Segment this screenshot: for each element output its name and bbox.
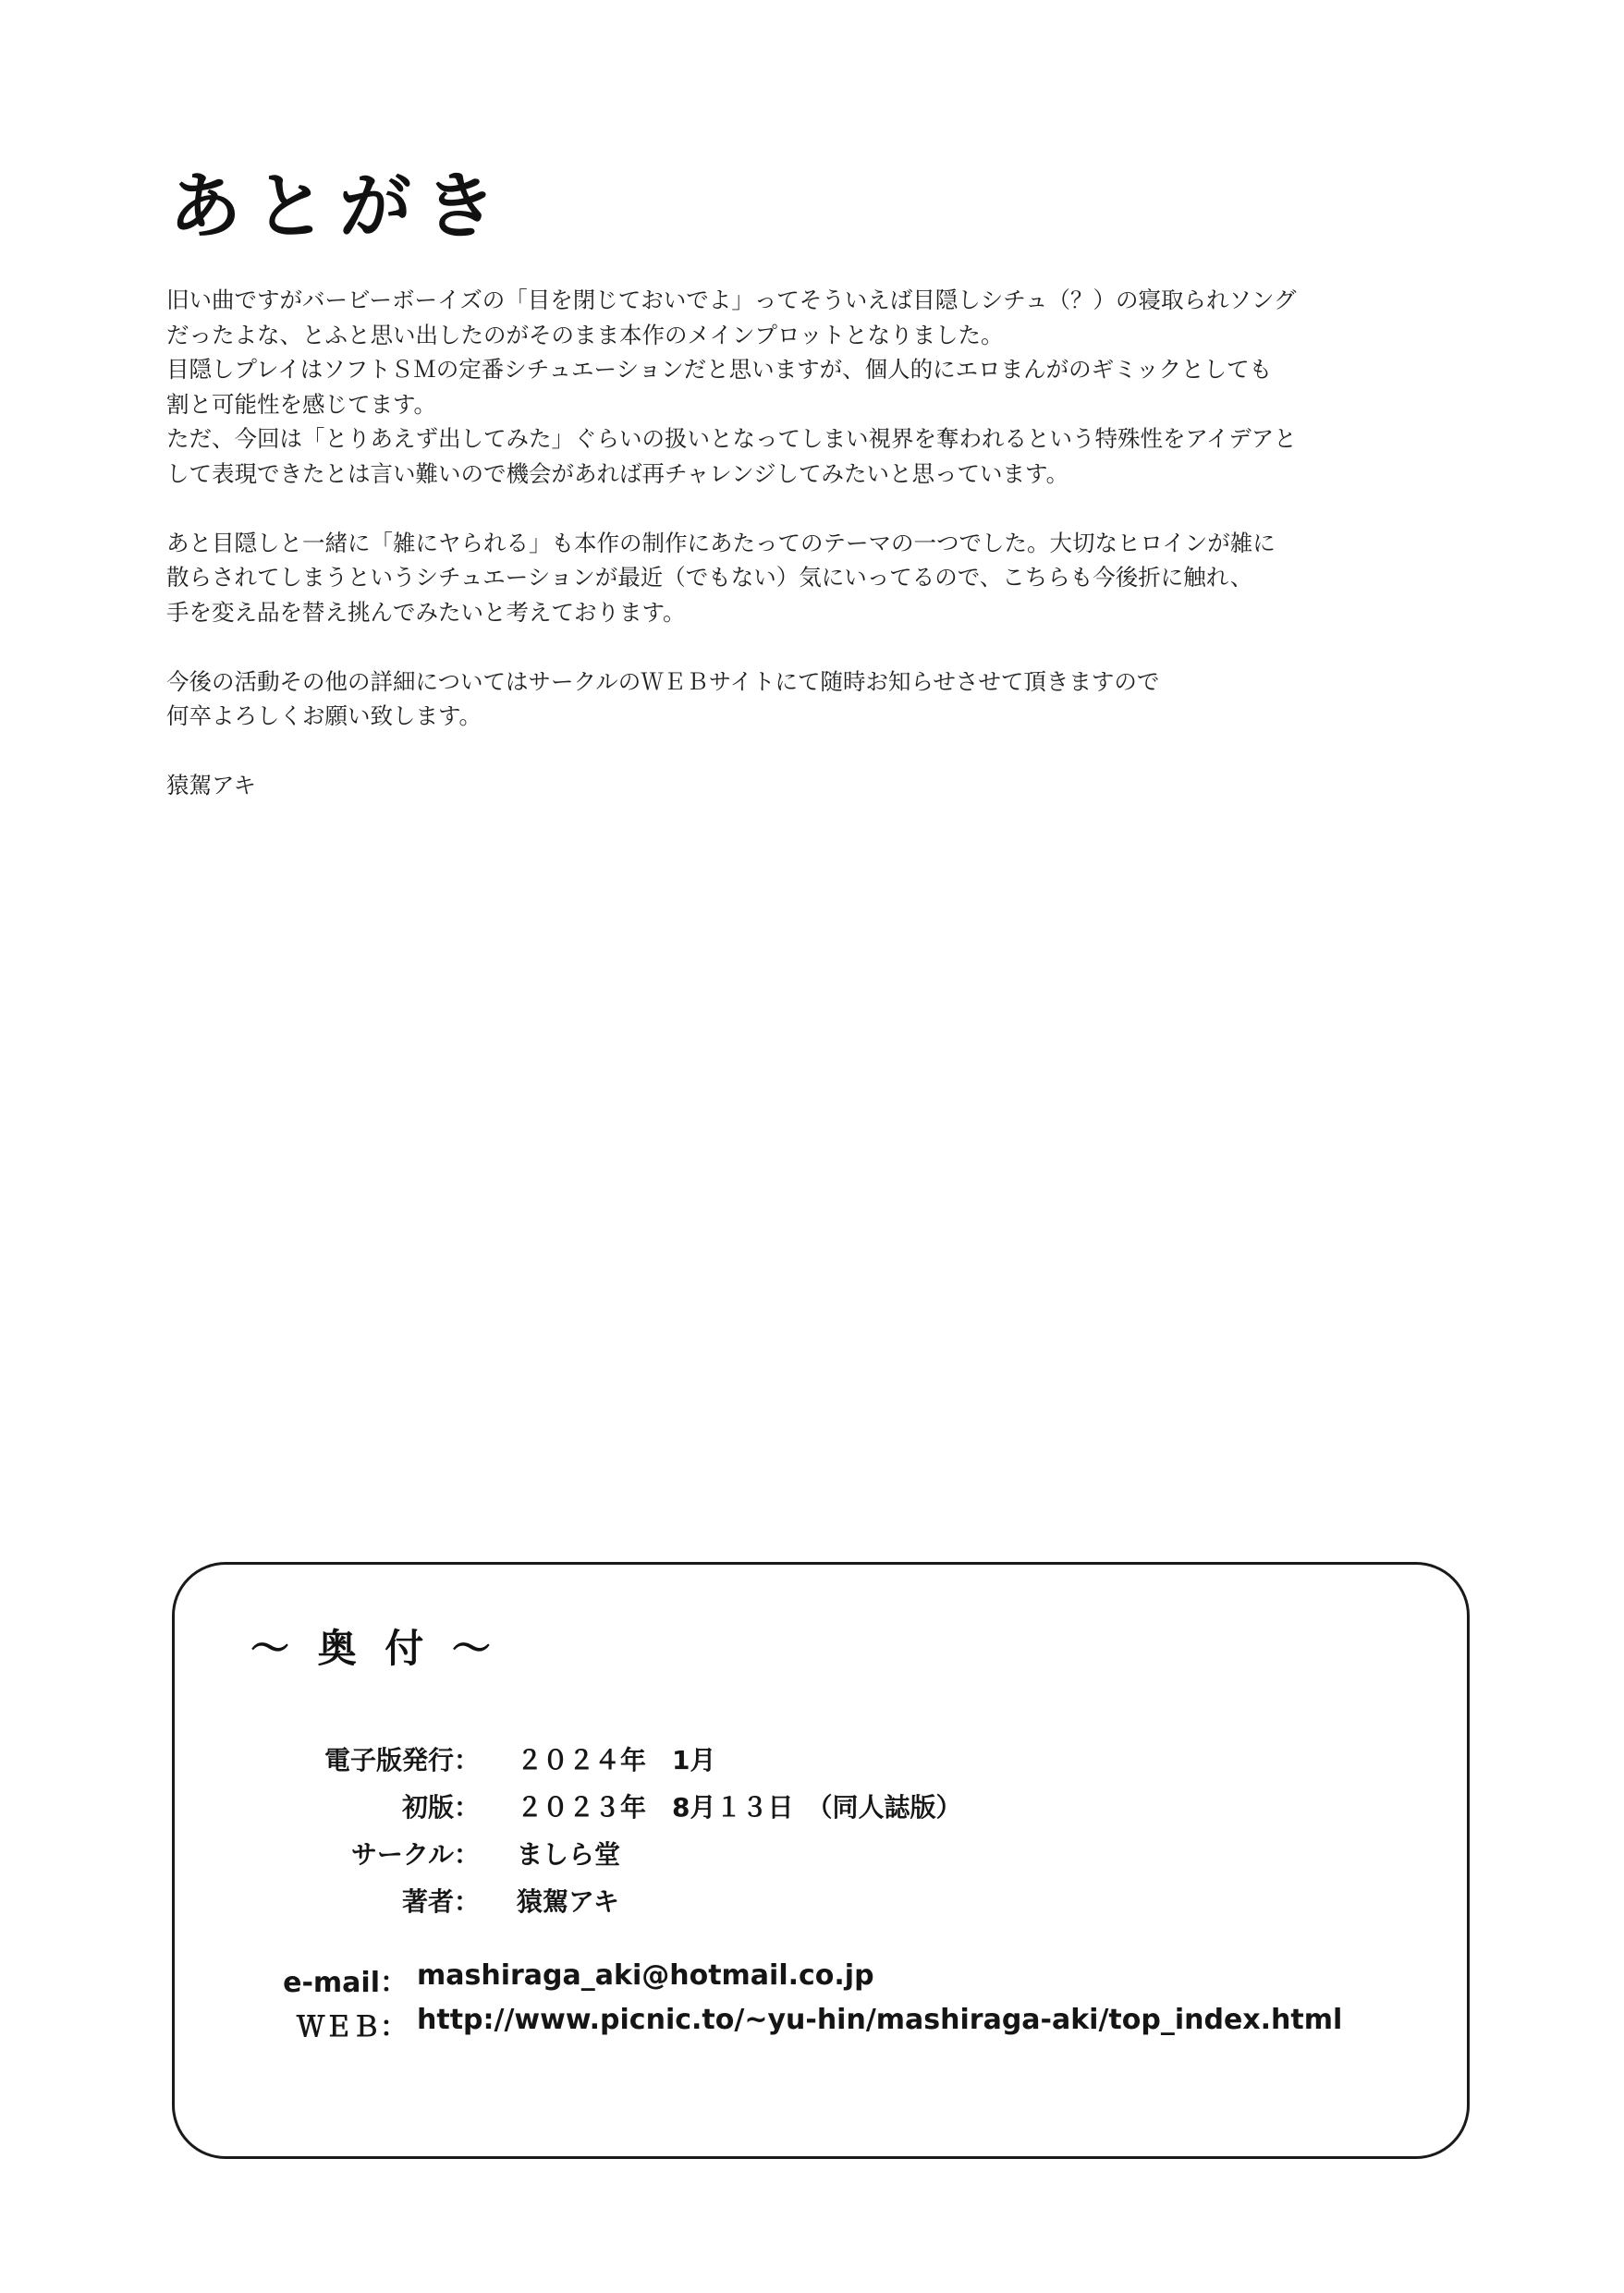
row-label: 電子版発行： xyxy=(324,1745,480,1775)
email-label: e-mail： xyxy=(283,1967,408,1999)
text-line: 今後の活動その他の詳細についてはサークルのＷＥＢサイトにて随時お知らせさせて頂きますので xyxy=(166,667,1160,695)
email-address: mashiraga_aki@hotmail.co.jp xyxy=(417,1959,874,1992)
afterword-paragraph-2 xyxy=(166,526,1479,630)
afterword-paragraph-1 xyxy=(166,283,1479,491)
text-line: 手を変え品を替え挑んでみたいと考えております。 xyxy=(166,598,686,626)
text-line: 散らされてしまうというシチュエーションが最近（でもない）気にいってるので、こちらも今後折に触れ、 xyxy=(166,564,1253,591)
afterword-body xyxy=(166,283,1479,803)
text-line: 目隠しプレイはソフトＳＭの定番シチュエーションだと思いますが、個人的にエロまんがのギミックとしても xyxy=(166,356,1273,383)
colophon-title: ～ 奥 付 ～ xyxy=(250,1626,498,1671)
row-value: ましら堂 xyxy=(517,1839,621,1870)
web-label: ＷＥＢ： xyxy=(297,2011,408,2043)
row-value: ２０２４年 1月 xyxy=(517,1745,716,1775)
web-url: http://www.picnic.to/~yu-hin/mashiraga-aki/top_index.html xyxy=(417,2004,1343,2036)
row-label: 初版： xyxy=(401,1792,480,1823)
text-line: ただ、今回は「とりあえず出してみた」ぐらいの扱いとなってしまい視界を奪われるという特殊性をアイデアと xyxy=(166,425,1297,452)
text-line: だったよな、とふと思い出したのがそのまま本作のメインプロットとなりました。 xyxy=(166,321,1004,348)
author-signature: 猿駕アキ xyxy=(166,772,257,799)
text-line: 割と可能性を感じてます。 xyxy=(166,390,437,418)
afterword-signature-block xyxy=(166,768,1479,803)
row-value: ２０２３年 8月１３日 （同人誌版） xyxy=(517,1792,962,1823)
row-value: 猿駕アキ xyxy=(517,1886,619,1917)
text-line: 旧い曲ですがバービーボーイズの「目を閉じておいでよ」ってそういえば目隠しシチュ（？）の寝取られソング xyxy=(166,287,1297,313)
colophon-box xyxy=(172,1562,1470,2159)
afterword-paragraph-3 xyxy=(166,665,1479,734)
row-label: 著者： xyxy=(401,1886,480,1917)
text-line: して表現できたとは言い難いので機会があれば再チャレンジしてみたいと思っています。 xyxy=(166,459,1069,487)
text-line: あと目隠しと一緒に「雑にヤられる」も本作の制作にあたってのテーマの一つでした。大切なヒロインが雑に xyxy=(166,529,1276,556)
afterword-title: あとがき xyxy=(169,165,510,249)
row-label: サークル： xyxy=(350,1839,480,1870)
text-line: 何卒よろしくお願い致します。 xyxy=(166,702,482,729)
